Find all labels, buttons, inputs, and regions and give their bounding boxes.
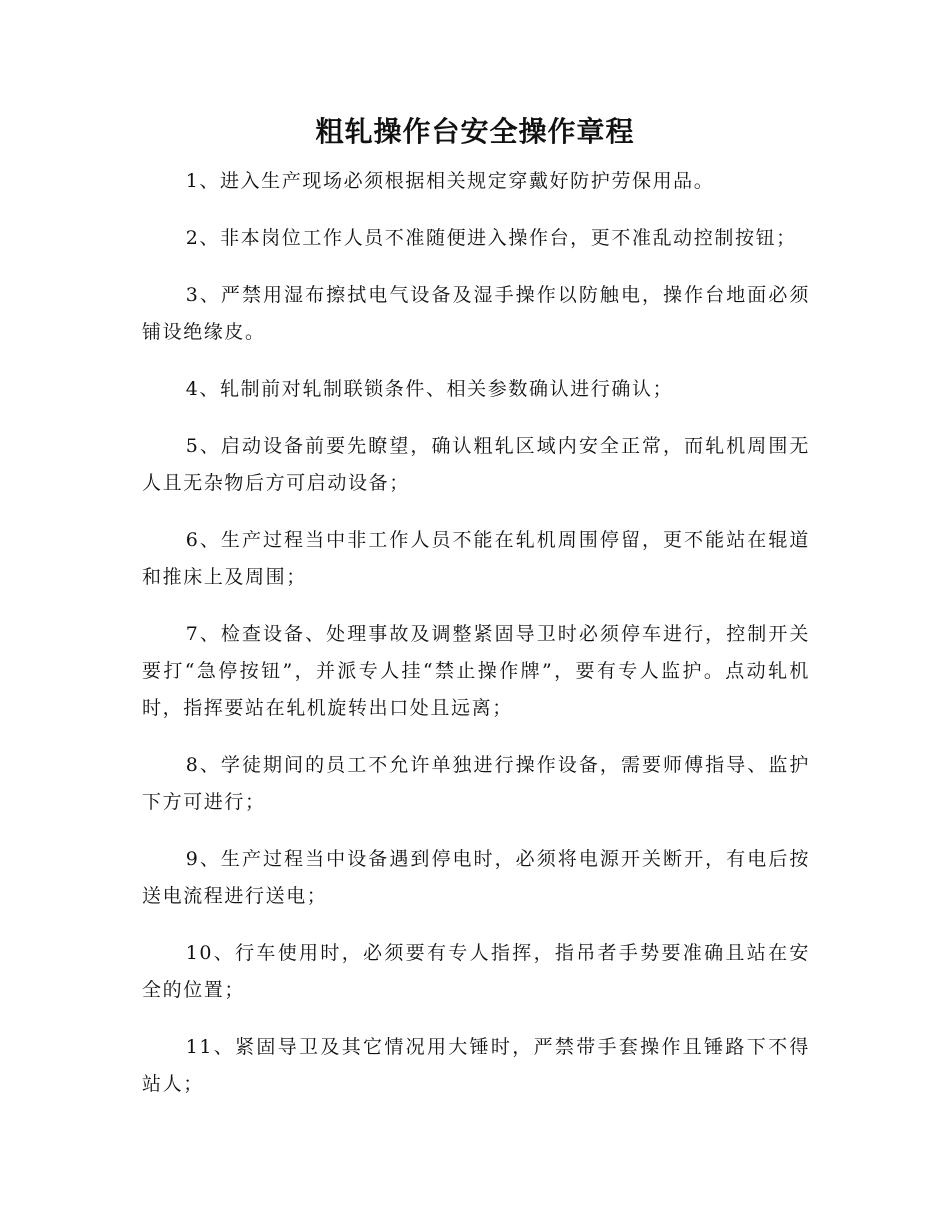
rule-paragraph-9: 9、生产过程当中设备遇到停电时，必须将电源开关断开，有电后按送电流程进行送电； [142, 848, 810, 907]
rule-paragraph-4: 4、轧制前对轧制联锁条件、相关参数确认进行确认； [185, 378, 674, 400]
rule-paragraph-11: 11、紧固导卫及其它情况用大锤时，严禁带手套操作且锤路下不得站人； [142, 1036, 810, 1095]
rule-paragraph-1: 1、进入生产现场必须根据相关规定穿戴好防护劳保用品。 [185, 170, 715, 192]
document-title: 粗轧操作台安全操作章程 [315, 115, 635, 148]
rule-paragraph-8: 8、学徒期间的员工不允许单独进行操作设备，需要师傅指导、监护下方可进行； [142, 754, 810, 813]
rule-paragraph-7: 7、检查设备、处理事故及调整紧固导卫时必须停车进行，控制开关要打“急停按钮”，并派专人挂“禁止操作牌”，要有专人监护。点动轧机时，指挥要站在轧机旋转出口处且远离； [142, 623, 810, 719]
rule-paragraph-10: 10、行车使用时，必须要有专人指挥，指吊者手势要准确且站在安全的位置； [142, 942, 810, 1001]
document-body [142, 163, 810, 1123]
rule-paragraph-2: 2、非本岗位工作人员不准随便进入操作台，更不准乱动控制按钮； [185, 227, 797, 249]
rule-paragraph-6: 6、生产过程当中非工作人员不能在轧机周围停留，更不能站在辊道和推床上及周围； [142, 529, 810, 588]
rule-paragraph-5: 5、启动设备前要先瞭望，确认粗轧区域内安全正常，而轧机周围无人且无杂物后方可启动设备； [142, 435, 810, 494]
rule-paragraph-3: 3、严禁用湿布擦拭电气设备及湿手操作以防触电，操作台地面必须铺设绝缘皮。 [142, 284, 810, 343]
